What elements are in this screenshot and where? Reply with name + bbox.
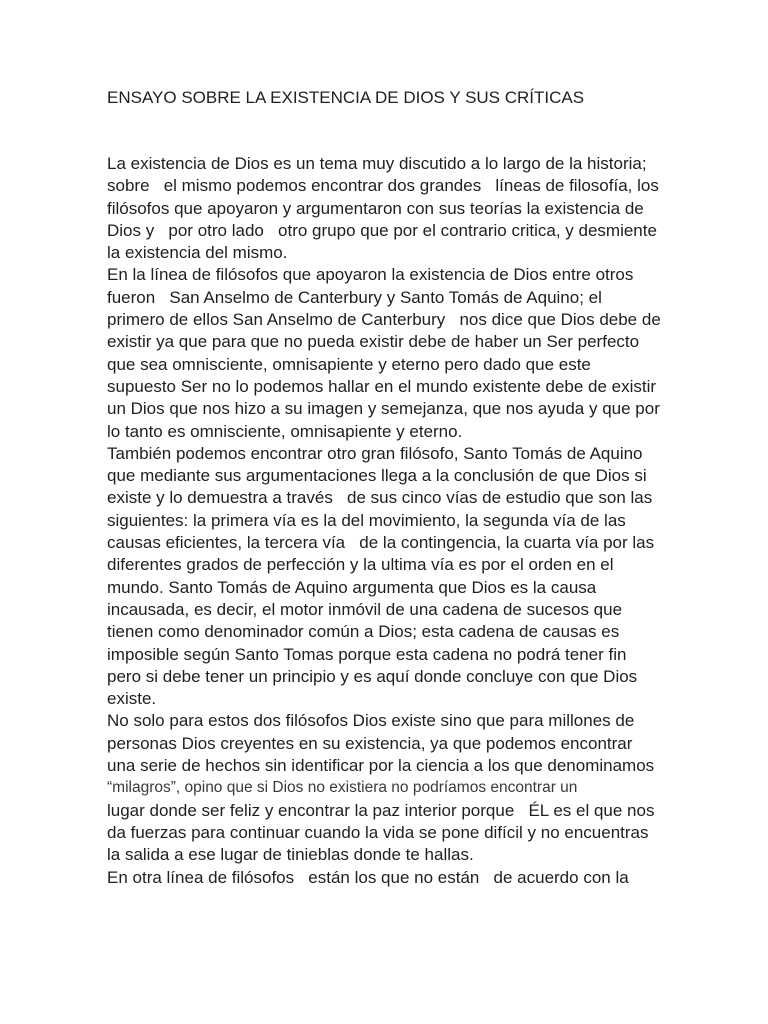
text-line: pero si debe tener un principio y es aquí donde concluye con que Dios bbox=[107, 666, 638, 686]
document-body bbox=[107, 153, 707, 889]
text-line: En la línea de filósofos que apoyaron la existencia de Dios entre otros bbox=[107, 265, 634, 285]
text-line: También podemos encontrar otro gran filósofo, Santo Tomás de Aquino bbox=[107, 443, 643, 463]
text-line: un Dios que nos hizo a su imagen y semejanza, que nos ayuda y que por bbox=[107, 399, 660, 419]
text-line: primero de ellos San Anselmo de Canterbury nos dice que Dios debe de bbox=[107, 310, 661, 330]
text-line: La existencia de Dios es un tema muy discutido a lo largo de la historia; bbox=[107, 154, 647, 173]
text-line: causas eficientes, la tercera vía de la contingencia, la cuarta vía por las bbox=[107, 533, 655, 553]
text-line: una serie de hechos sin identificar por la ciencia a los que denominamos bbox=[107, 756, 655, 776]
text-line: imposible según Santo Tomas porque esta cadena no podrá tener fin bbox=[107, 644, 627, 664]
text-line: mundo. Santo Tomás de Aquino argumenta que Dios es la causa bbox=[107, 577, 597, 597]
text-line: supuesto Ser no lo podemos hallar en el mundo existente debe de existir bbox=[107, 376, 657, 396]
text-line: filósofos que apoyaron y argumentaron con sus teorías la existencia de bbox=[107, 198, 644, 218]
text-line: da fuerzas para continuar cuando la vida se pone difícil y no encuentras bbox=[107, 822, 649, 842]
text-line: tienen como denominador común a Dios; esta cadena de causas es bbox=[107, 622, 620, 642]
text-line: personas Dios creyentes en su existencia, ya que podemos encontrar bbox=[107, 733, 633, 753]
text-line: existir ya que para que no pueda existir debe de haber un Ser perfecto bbox=[107, 332, 640, 352]
text-line: diferentes grados de perfección y la ultima vía es por el orden en el bbox=[107, 555, 614, 575]
text-line: la existencia del mismo. bbox=[107, 243, 288, 263]
text-line: “milagros”, opino que si Dios no existiera no podríamos encontrar un bbox=[107, 779, 578, 797]
text-line: siguientes: la primera vía es la del movimiento, la segunda vía de las bbox=[107, 510, 626, 530]
text-line: lugar donde ser feliz y encontrar la paz interior porque ÉL es el que nos bbox=[107, 800, 655, 820]
text-line: lo tanto es omnisciente, omnisapiente y eterno. bbox=[107, 421, 463, 441]
text-line: No solo para estos dos filósofos Dios existe sino que para millones de bbox=[107, 711, 635, 731]
text-line: En otra línea de filósofos están los que no están de acuerdo con la bbox=[107, 867, 629, 887]
text-line: Dios y por otro lado otro grupo que por el contrario critica, y desmiente bbox=[107, 220, 657, 240]
text-line: sobre el mismo podemos encontrar dos grandes líneas de filosofía, los bbox=[107, 176, 659, 196]
document-title: ENSAYO SOBRE LA EXISTENCIA DE DIOS Y SUS CRÍTICAS bbox=[107, 88, 585, 107]
text-line: que mediante sus argumentaciones llega a la conclusión de que Dios si bbox=[107, 466, 647, 486]
text-line: que sea omnisciente, omnisapiente y eterno pero dado que este bbox=[107, 354, 591, 374]
text-line: existe. bbox=[107, 689, 157, 709]
text-line: incausada, es decir, el motor inmóvil de una cadena de sucesos que bbox=[107, 599, 623, 619]
text-line: fueron San Anselmo de Canterbury y Santo Tomás de Aquino; el bbox=[107, 287, 602, 307]
text-line: la salida a ese lugar de tinieblas donde te hallas. bbox=[107, 845, 474, 865]
text-line: existe y lo demuestra a través de sus cinco vías de estudio que son las bbox=[107, 488, 653, 508]
